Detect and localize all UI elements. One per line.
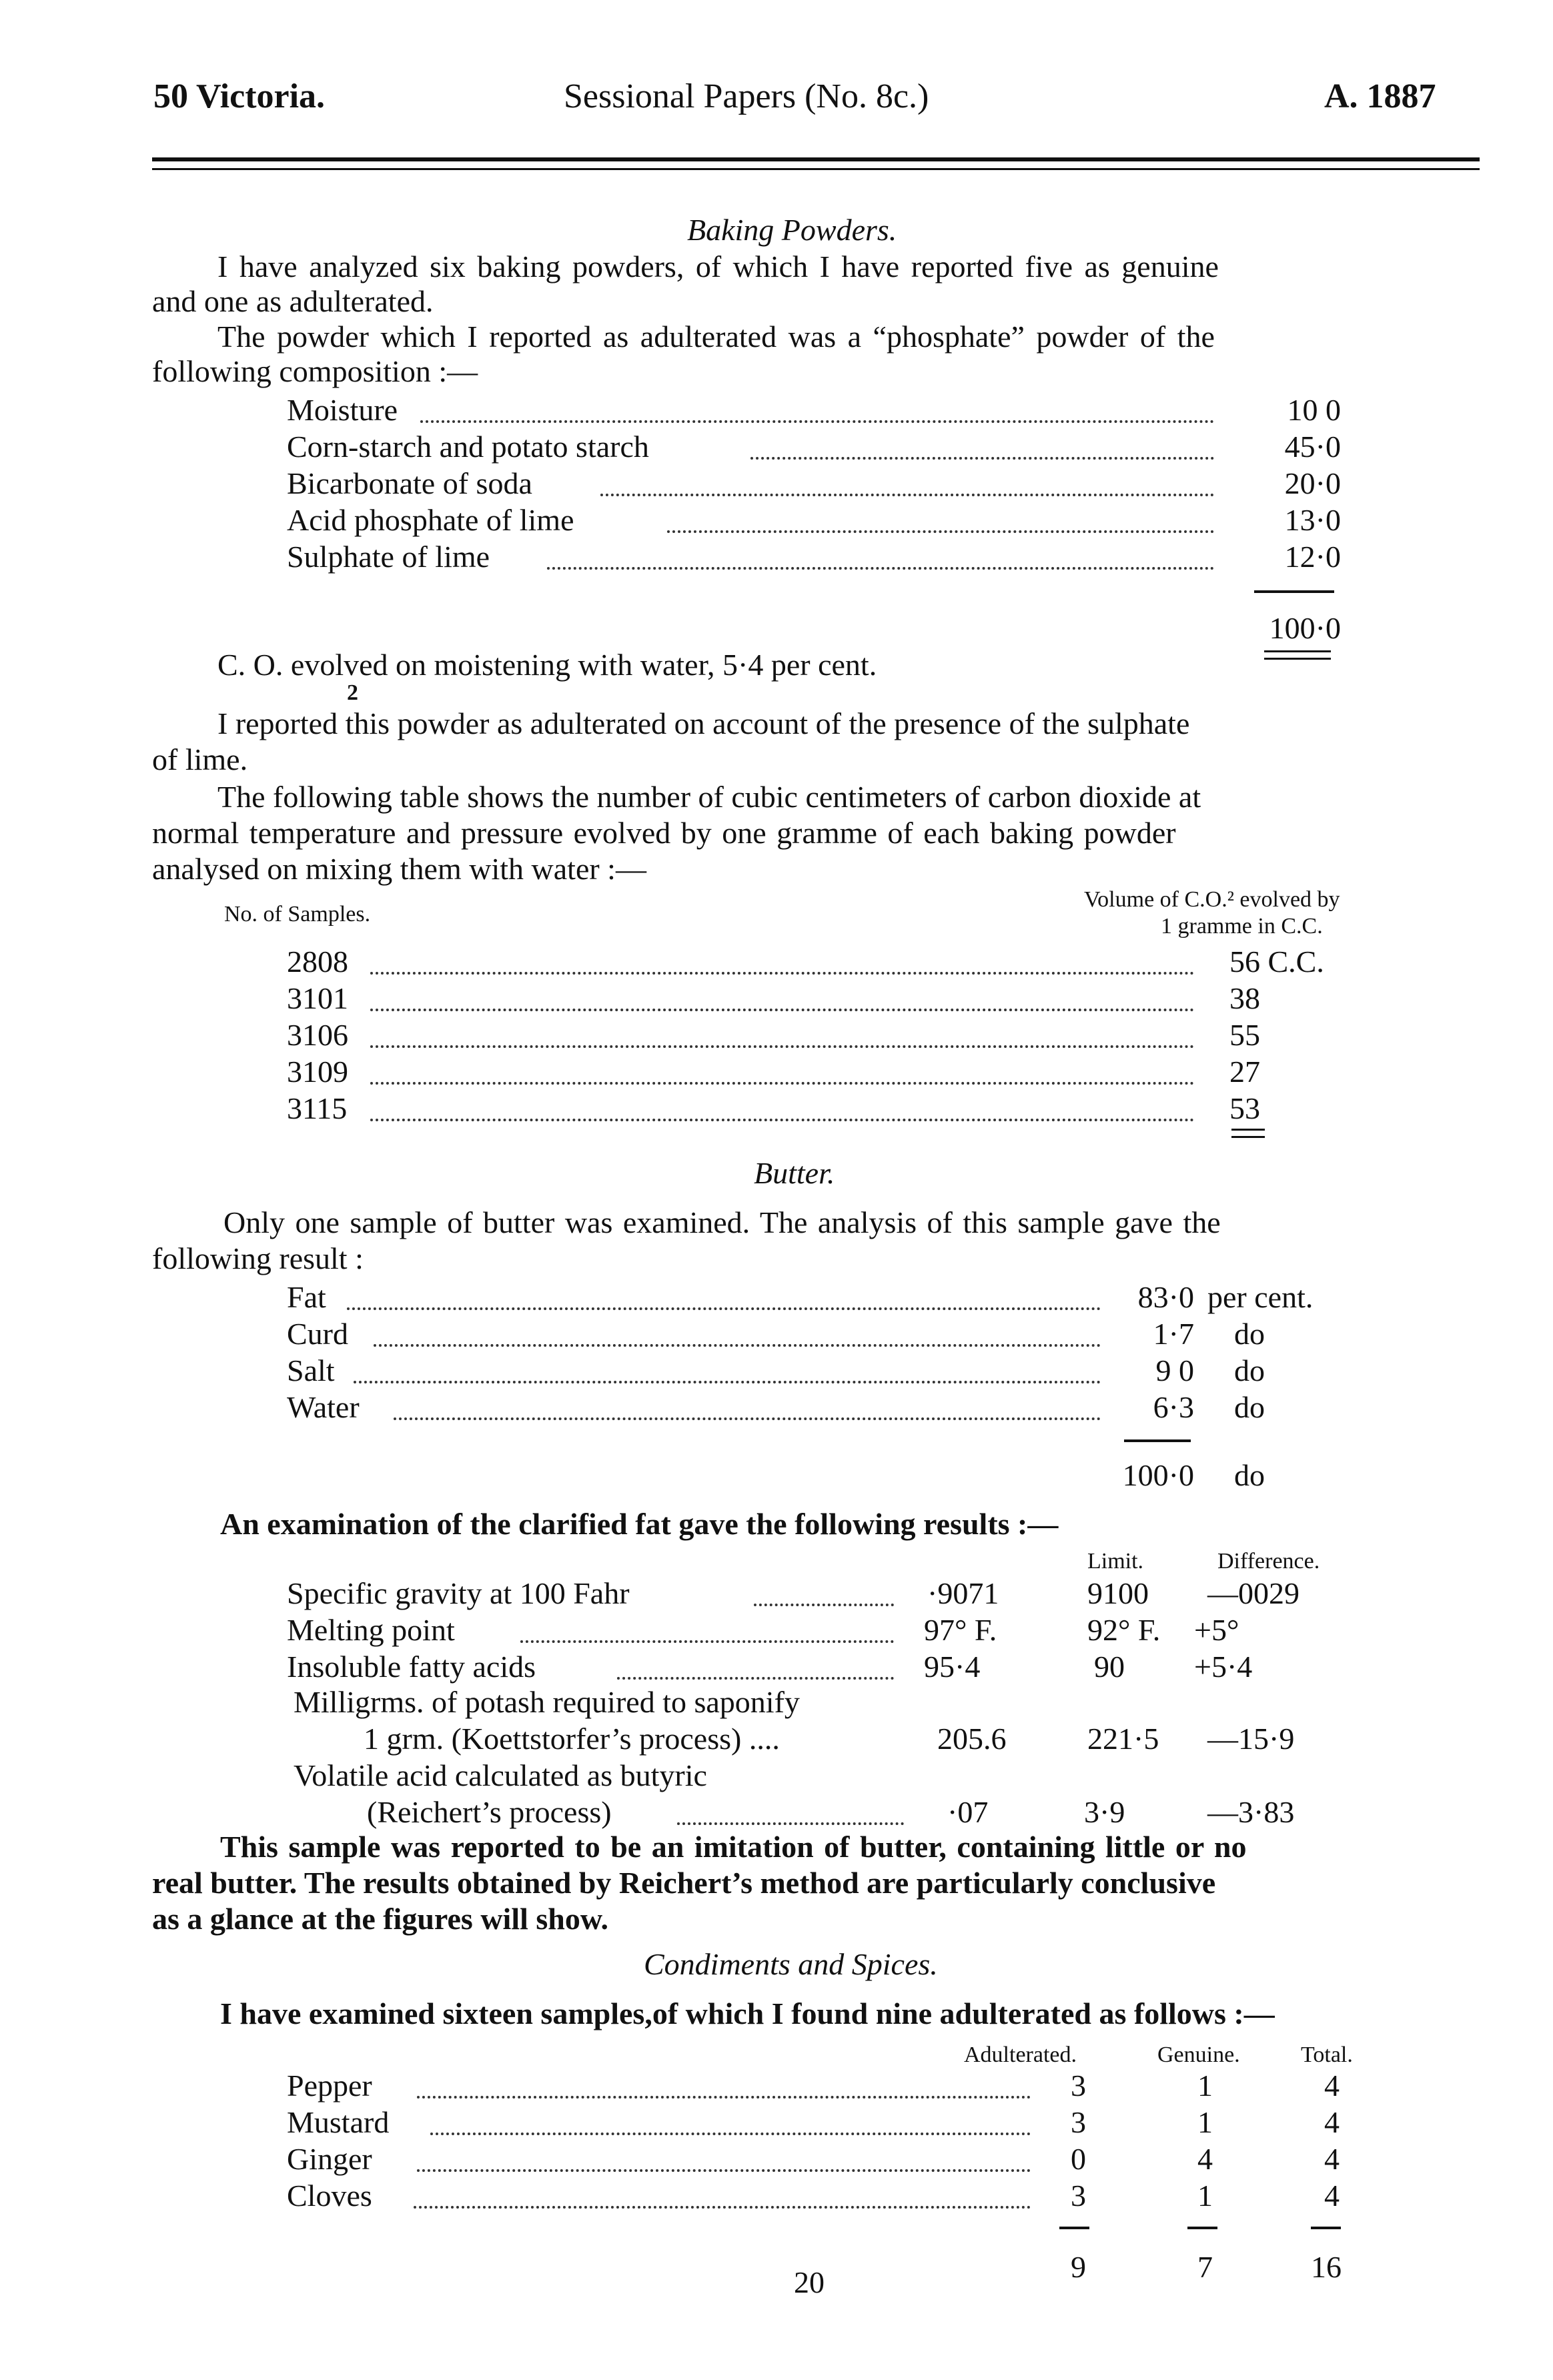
condiment-adulterated: 0	[1071, 2142, 1086, 2176]
double-rule-top	[1264, 650, 1331, 652]
composition-value: 13·0	[1284, 503, 1341, 537]
leader-dots	[417, 2169, 1031, 2172]
leader-dots	[354, 1381, 1101, 1383]
header-rule-thick	[152, 157, 1480, 161]
composition-total: 100·0	[1269, 611, 1341, 645]
total-genuine: 7	[1197, 2250, 1213, 2284]
composition-item: Bicarbonate of soda	[287, 466, 532, 500]
header-right: A. 1887	[1324, 77, 1436, 115]
fat-value: 97° F.	[924, 1613, 997, 1647]
fat-limit: 9100	[1087, 1576, 1149, 1610]
volatile-label-2: (Reichert’s process)	[367, 1795, 612, 1829]
butter-p2-line3: as a glance at the figures will show.	[152, 1902, 609, 1936]
composition-value: 20·0	[1284, 466, 1341, 500]
butter-unit: do	[1234, 1353, 1265, 1387]
sample-no: 3101	[287, 981, 348, 1015]
composition-item: Acid phosphate of lime	[287, 503, 574, 537]
header-left: 50 Victoria.	[153, 77, 326, 115]
header-center: Sessional Papers (No. 8c.)	[564, 77, 929, 115]
leader-dots	[750, 457, 1214, 460]
fat-value: ·9071	[927, 1576, 999, 1610]
sum-rule	[1187, 2227, 1217, 2229]
col-total: Total.	[1301, 2042, 1353, 2067]
leader-dots	[520, 1640, 894, 1643]
condiment-name: Pepper	[287, 2068, 372, 2103]
condiment-genuine: 4	[1197, 2142, 1213, 2176]
leader-dots	[754, 1604, 894, 1606]
condiment-total: 4	[1324, 2105, 1340, 2139]
page-number: 20	[794, 2265, 825, 2299]
double-rule-bottom	[1231, 1136, 1265, 1138]
baking-p3-line2: of lime.	[152, 742, 248, 776]
baking-p1-line2: and one as adulterated.	[152, 284, 434, 318]
sample-volume: 27	[1229, 1055, 1260, 1089]
potash-label-2: 1 grm. (Koettstorfer’s process) ....	[364, 1722, 780, 1756]
sample-no: 2808	[287, 945, 348, 979]
condiment-name: Mustard	[287, 2105, 390, 2139]
leader-dots	[347, 1307, 1101, 1310]
butter-p2-line1: This sample was reported to be an imitation of butter, containing little or no	[220, 1830, 1247, 1864]
butter-value: 83·0	[1137, 1280, 1194, 1314]
condiments-title: Condiments and Spices.	[644, 1947, 938, 1981]
sample-no: 3106	[287, 1018, 348, 1052]
condiment-adulterated: 3	[1071, 2068, 1086, 2103]
leader-dots	[370, 1082, 1194, 1085]
butter-value: 9 0	[1155, 1353, 1194, 1387]
sample-volume: 38	[1229, 981, 1260, 1015]
leader-dots	[417, 2096, 1031, 2099]
baking-p4-line3: analysed on mixing them with water :—	[152, 852, 646, 886]
composition-item: Sulphate of lime	[287, 540, 490, 574]
fat-item: Specific gravity at 100 Fahr	[287, 1576, 630, 1610]
leader-dots	[370, 1045, 1194, 1048]
condiment-adulterated: 3	[1071, 2179, 1086, 2213]
leader-dots	[617, 1677, 894, 1680]
total-adulterated: 9	[1071, 2250, 1086, 2284]
potash-value: 205.6	[937, 1722, 1007, 1756]
fat-difference: +5·4	[1194, 1650, 1253, 1684]
total-total: 16	[1311, 2250, 1342, 2284]
samples-header-left: No. of Samples.	[224, 902, 371, 927]
leader-dots	[394, 1417, 1101, 1420]
composition-value: 12·0	[1284, 540, 1341, 574]
volatile-difference: —3·83	[1207, 1795, 1295, 1829]
potash-limit: 221·5	[1087, 1722, 1159, 1756]
butter-total-unit: do	[1234, 1458, 1265, 1492]
composition-item: Corn-starch and potato starch	[287, 430, 649, 464]
butter-unit: do	[1234, 1390, 1265, 1424]
condiment-genuine: 1	[1197, 2068, 1213, 2103]
condiment-name: Cloves	[287, 2179, 372, 2213]
fat-value: 95·4	[924, 1650, 981, 1684]
sample-volume: 53	[1229, 1091, 1260, 1125]
butter-unit: per cent.	[1207, 1280, 1314, 1314]
potash-label-1: Milligrms. of potash required to saponify	[294, 1685, 800, 1719]
composition-value: 45·0	[1284, 430, 1341, 464]
co-evolved-line: C. O. evolved on moistening with water, 5·4 per cent.	[217, 648, 877, 682]
butter-title: Butter.	[754, 1156, 835, 1190]
leader-dots	[430, 2133, 1031, 2135]
fat-limit: 92° F.	[1087, 1613, 1161, 1647]
sample-no: 3115	[287, 1091, 348, 1125]
volatile-label-1: Volatile acid calculated as butyric	[294, 1758, 707, 1792]
butter-p2-line2: real butter. The results obtained by Reichert’s method are particularly conclusive	[152, 1866, 1216, 1900]
sum-rule	[1124, 1439, 1191, 1442]
sum-rule	[1059, 2227, 1089, 2229]
butter-unit: do	[1234, 1317, 1265, 1351]
condiment-total: 4	[1324, 2142, 1340, 2176]
leader-dots	[547, 567, 1214, 570]
baking-title: Baking Powders.	[687, 213, 897, 247]
butter-p1-line2: following result :	[152, 1241, 364, 1275]
condiments-p1: I have examined sixteen samples,of which I found nine adulterated as follows :—	[220, 1996, 1275, 2030]
fat-item: Melting point	[287, 1613, 455, 1647]
butter-item: Curd	[287, 1317, 348, 1351]
fat-item: Insoluble fatty acids	[287, 1650, 536, 1684]
condiment-adulterated: 3	[1071, 2105, 1086, 2139]
col-limit: Limit.	[1087, 1549, 1144, 1574]
fat-limit: 90	[1094, 1650, 1125, 1684]
sum-rule	[1254, 590, 1334, 593]
double-rule-top	[1231, 1129, 1265, 1131]
volatile-limit: 3·9	[1084, 1795, 1125, 1829]
col-adulterated: Adulterated.	[964, 2042, 1077, 2067]
sample-volume: 55	[1229, 1018, 1260, 1052]
samples-header-right-2: 1 gramme in C.C.	[1161, 914, 1323, 939]
baking-p3-line1: I reported this powder as adulterated on account of the presence of the sulphate	[217, 706, 1190, 740]
leader-dots	[420, 420, 1214, 423]
sample-no: 3109	[287, 1055, 348, 1089]
col-genuine: Genuine.	[1157, 2042, 1240, 2067]
baking-p1-line1: I have analyzed six baking powders, of which I have reported five as genuine	[217, 249, 1219, 283]
condiment-total: 4	[1324, 2068, 1340, 2103]
condiment-genuine: 1	[1197, 2105, 1213, 2139]
condiment-total: 4	[1324, 2179, 1340, 2213]
leader-dots	[667, 530, 1214, 533]
leader-dots	[677, 1822, 904, 1825]
butter-p1-line1: Only one sample of butter was examined. The analysis of this sample gave the	[223, 1205, 1221, 1239]
butter-value: 1·7	[1153, 1317, 1194, 1351]
baking-p2-line1: The powder which I reported as adulterated was a “phosphate” powder of the	[217, 320, 1215, 354]
exam-line: An examination of the clarified fat gave the following results :—	[220, 1507, 1059, 1541]
co-subscript: 2	[347, 680, 358, 705]
butter-item: Water	[287, 1390, 360, 1424]
leader-dots	[414, 2206, 1031, 2209]
leader-dots	[600, 494, 1214, 496]
composition-value: 10 0	[1287, 393, 1341, 427]
leader-dots	[374, 1344, 1101, 1347]
sum-rule	[1311, 2227, 1341, 2229]
baking-p4-line2: normal temperature and pressure evolved by one gramme of each baking powder	[152, 816, 1176, 850]
sample-volume: 56 C.C.	[1229, 945, 1324, 979]
samples-header-right-1: Volume of C.O.² evolved by	[1084, 887, 1340, 912]
leader-dots	[370, 1009, 1194, 1011]
butter-total: 100·0	[1122, 1458, 1194, 1492]
butter-item: Salt	[287, 1353, 335, 1387]
leader-dots	[370, 1119, 1194, 1121]
potash-difference: —15·9	[1207, 1722, 1295, 1756]
butter-item: Fat	[287, 1280, 326, 1314]
col-difference: Difference.	[1217, 1549, 1320, 1574]
baking-p2-line2: following composition :—	[152, 354, 478, 388]
header-rule-thin	[152, 168, 1480, 170]
double-rule-bottom	[1264, 658, 1331, 660]
condiment-genuine: 1	[1197, 2179, 1213, 2213]
condiment-name: Ginger	[287, 2142, 372, 2176]
fat-difference: +5°	[1194, 1613, 1239, 1647]
volatile-value: ·07	[947, 1795, 989, 1829]
leader-dots	[370, 972, 1194, 975]
butter-value: 6·3	[1153, 1390, 1194, 1424]
composition-item: Moisture	[287, 393, 398, 427]
fat-difference: —0029	[1207, 1576, 1300, 1610]
baking-p4-line1: The following table shows the number of cubic centimeters of carbon dioxide at	[217, 780, 1201, 814]
